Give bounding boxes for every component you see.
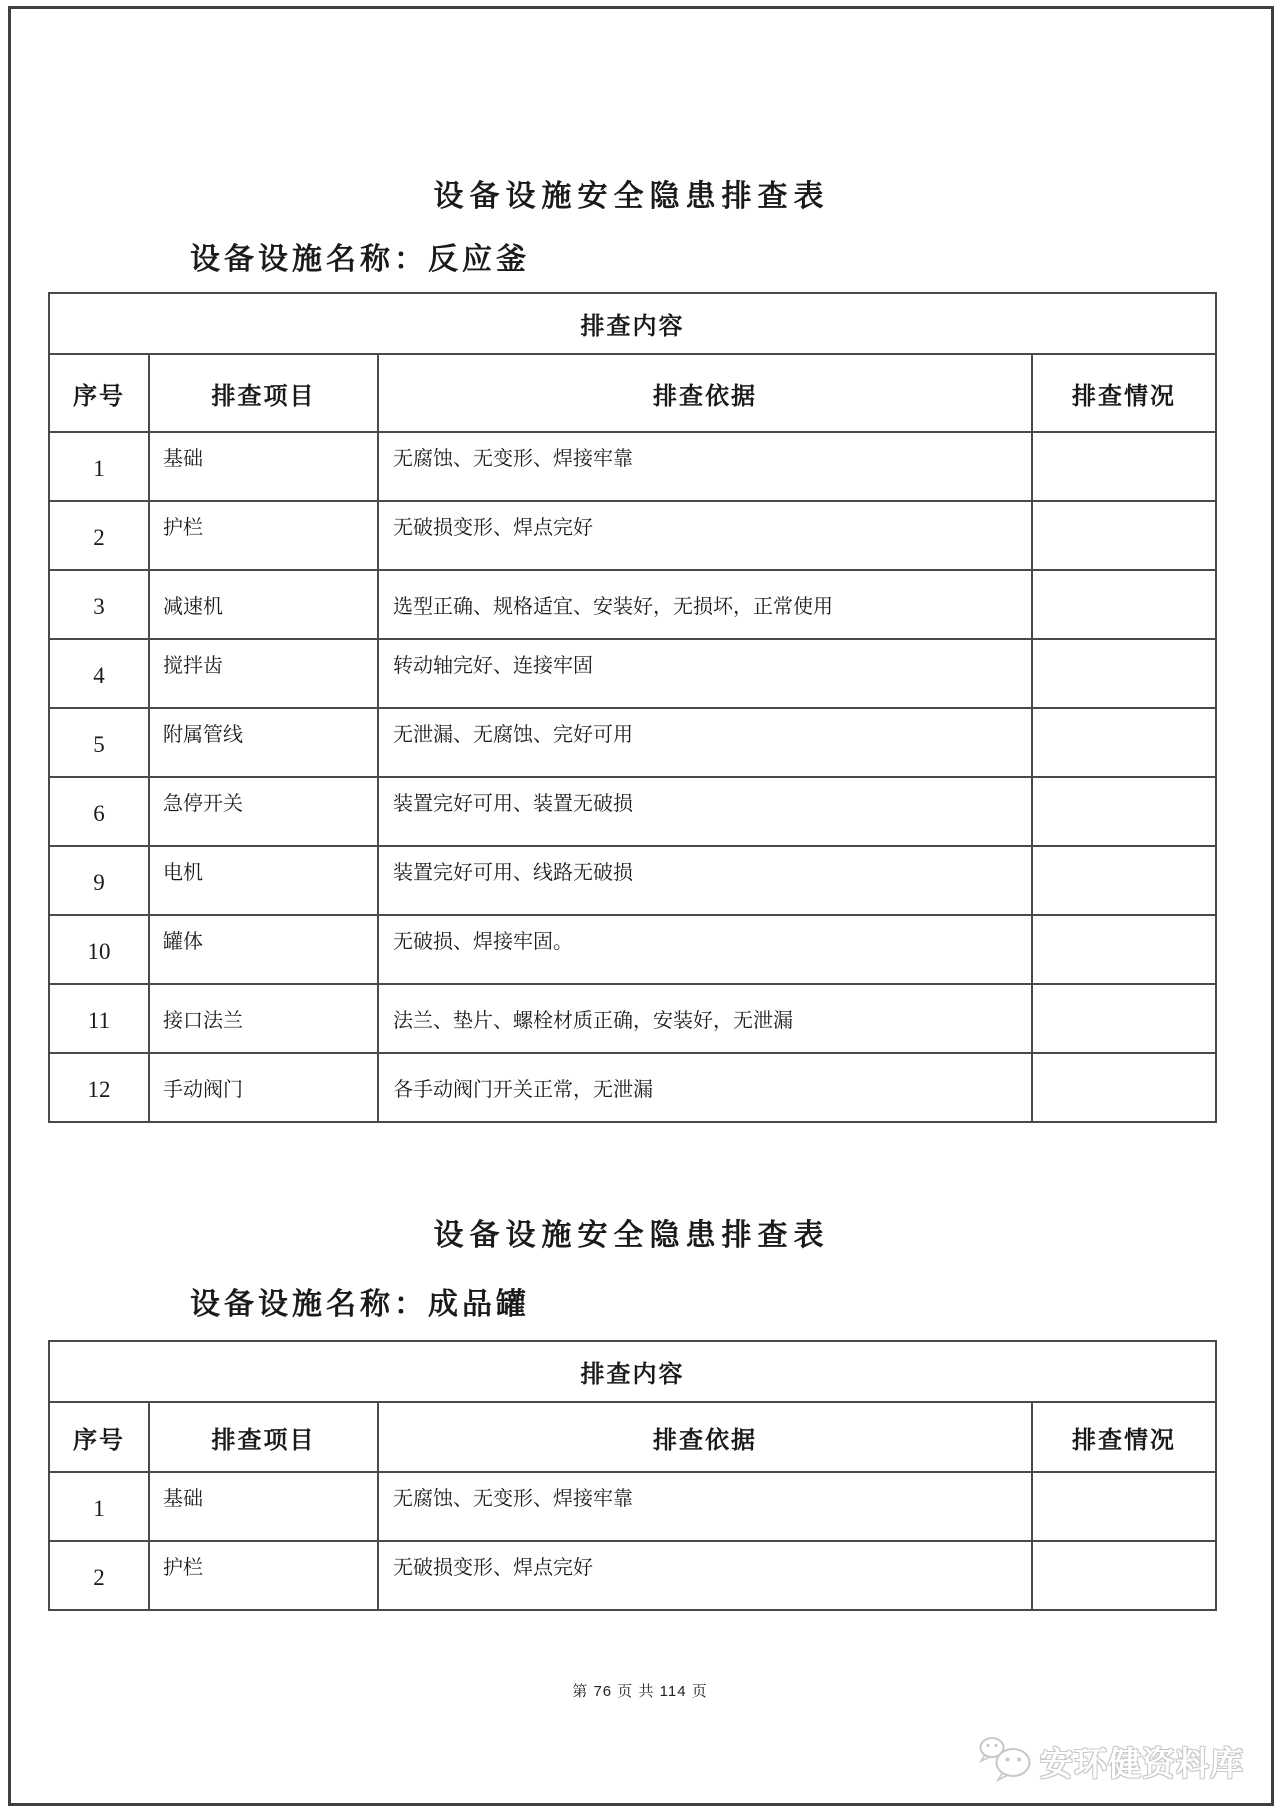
status-cell — [1032, 639, 1216, 708]
item-cell: 急停开关 — [149, 777, 378, 846]
span-header-row — [49, 293, 1216, 354]
column-header-no: 序号 — [49, 1402, 149, 1472]
basis-cell: 无破损变形、焊点完好 — [378, 501, 1032, 570]
basis-cell: 无腐蚀、无变形、焊接牢靠 — [378, 1472, 1032, 1541]
table-row — [49, 915, 1216, 984]
table-row — [49, 708, 1216, 777]
status-cell — [1032, 984, 1216, 1053]
span-header-cell: 排查内容 — [49, 293, 1216, 354]
status-cell — [1032, 915, 1216, 984]
row-number-cell: 11 — [49, 984, 149, 1053]
basis-cell: 装置完好可用、线路无破损 — [378, 846, 1032, 915]
status-cell — [1032, 432, 1216, 501]
page-title: 设备设施安全隐患排查表 — [433, 180, 830, 213]
column-header-item: 排查项目 — [149, 354, 378, 432]
page-number: 第 76 页 共 114 页 — [572, 1683, 708, 1700]
table-body — [49, 1472, 1216, 1610]
column-header-no: 序号 — [49, 354, 149, 432]
item-cell: 附属管线 — [149, 708, 378, 777]
basis-cell: 各手动阀门开关正常，无泄漏 — [378, 1053, 1032, 1122]
basis-cell: 装置完好可用、装置无破损 — [378, 777, 1032, 846]
column-header-basis: 排查依据 — [378, 354, 1032, 432]
basis-cell: 无破损变形、焊点完好 — [378, 1541, 1032, 1610]
column-header-row — [49, 1402, 1216, 1472]
item-cell: 手动阀门 — [149, 1053, 378, 1122]
item-cell: 基础 — [149, 432, 378, 501]
table-row — [49, 1472, 1216, 1541]
row-number-cell: 1 — [49, 1472, 149, 1541]
table-row — [49, 570, 1216, 639]
basis-cell: 无破损、焊接牢固。 — [378, 915, 1032, 984]
item-cell: 搅拌齿 — [149, 639, 378, 708]
table-row — [49, 501, 1216, 570]
status-cell — [1032, 708, 1216, 777]
table-row — [49, 1053, 1216, 1122]
table-row — [49, 984, 1216, 1053]
row-number-cell: 6 — [49, 777, 149, 846]
status-cell — [1032, 1472, 1216, 1541]
item-cell: 减速机 — [149, 570, 378, 639]
chat-bubbles-icon — [977, 1736, 1033, 1787]
basis-cell: 转动轴完好、连接牢固 — [378, 639, 1032, 708]
table-row — [49, 639, 1216, 708]
column-header-status: 排查情况 — [1032, 1402, 1216, 1472]
row-number-cell: 10 — [49, 915, 149, 984]
status-cell — [1032, 501, 1216, 570]
span-header-cell: 排查内容 — [49, 1341, 1216, 1402]
status-cell — [1032, 570, 1216, 639]
status-cell — [1032, 1053, 1216, 1122]
item-cell: 护栏 — [149, 501, 378, 570]
page-title: 设备设施安全隐患排查表 — [433, 1219, 830, 1252]
column-header-status: 排查情况 — [1032, 354, 1216, 432]
row-number-cell: 9 — [49, 846, 149, 915]
item-cell: 电机 — [149, 846, 378, 915]
status-cell — [1032, 846, 1216, 915]
row-number-cell: 1 — [49, 432, 149, 501]
equipment-name-label: 设备设施名称：成品罐 — [190, 1288, 530, 1321]
row-number-cell: 2 — [49, 1541, 149, 1610]
table-body — [49, 432, 1216, 1122]
status-cell — [1032, 777, 1216, 846]
row-number-cell: 12 — [49, 1053, 149, 1122]
inspection-table-reactor — [48, 292, 1217, 1123]
equipment-name-label: 设备设施名称：反应釜 — [190, 243, 530, 276]
status-cell — [1032, 1541, 1216, 1610]
row-number-cell: 4 — [49, 639, 149, 708]
item-cell: 罐体 — [149, 915, 378, 984]
item-cell: 基础 — [149, 1472, 378, 1541]
basis-cell: 法兰、垫片、螺栓材质正确，安装好，无泄漏 — [378, 984, 1032, 1053]
table-head — [49, 1341, 1216, 1472]
watermark — [977, 1736, 1244, 1787]
column-header-basis: 排查依据 — [378, 1402, 1032, 1472]
table-row — [49, 1541, 1216, 1610]
basis-cell: 无腐蚀、无变形、焊接牢靠 — [378, 432, 1032, 501]
table-row — [49, 846, 1216, 915]
row-number-cell: 3 — [49, 570, 149, 639]
item-cell: 接口法兰 — [149, 984, 378, 1053]
item-cell: 护栏 — [149, 1541, 378, 1610]
column-header-item: 排查项目 — [149, 1402, 378, 1472]
inspection-table-product-tank — [48, 1340, 1217, 1611]
span-header-row — [49, 1341, 1216, 1402]
basis-cell: 无泄漏、无腐蚀、完好可用 — [378, 708, 1032, 777]
column-header-row — [49, 354, 1216, 432]
table-head — [49, 293, 1216, 432]
basis-cell: 选型正确、规格适宜、安装好，无损坏，正常使用 — [378, 570, 1032, 639]
table-row — [49, 432, 1216, 501]
row-number-cell: 2 — [49, 501, 149, 570]
watermark-text: 安环健资料库 — [1040, 1745, 1244, 1782]
table-row — [49, 777, 1216, 846]
row-number-cell: 5 — [49, 708, 149, 777]
